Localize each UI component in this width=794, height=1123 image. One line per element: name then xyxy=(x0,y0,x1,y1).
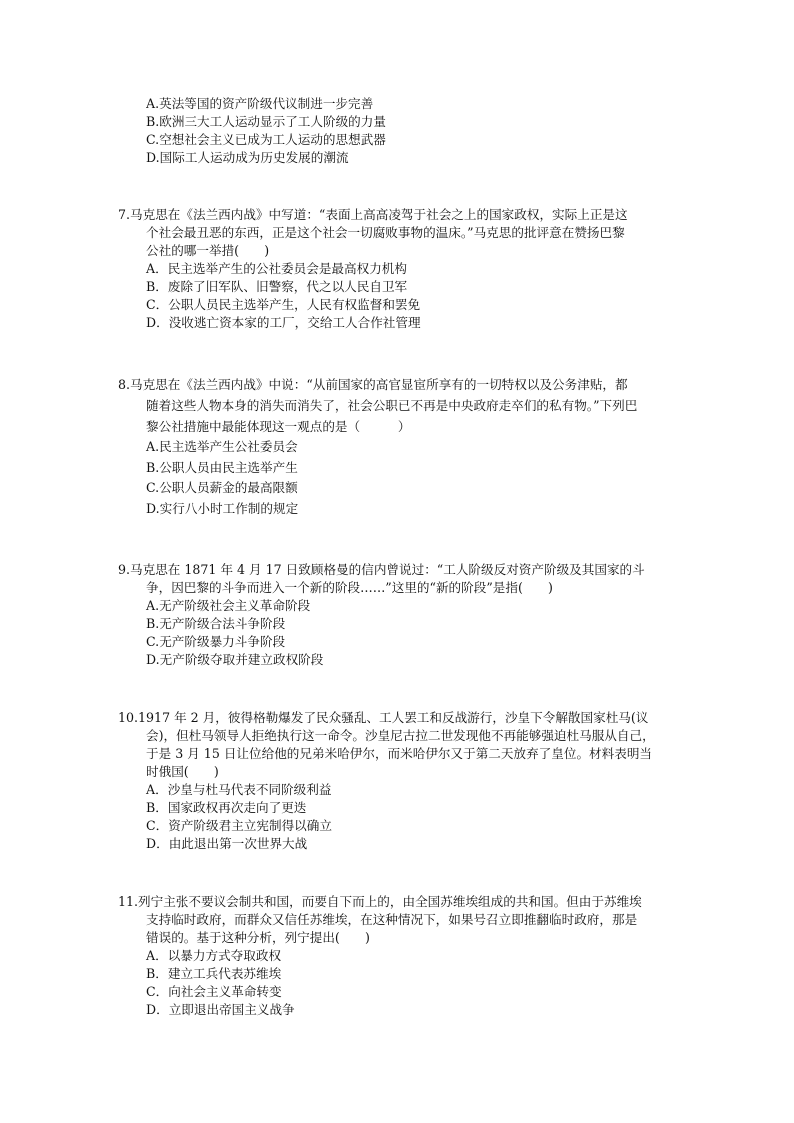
q11-option-a: A．以暴力方式夺取政权 xyxy=(146,948,282,963)
q7-stem-line-2: 个社会最丑恶的东西，正是这个社会一切腐败事物的温床。”马克思的批评意在赞扬巴黎 xyxy=(146,225,625,240)
q7-stem-line-1: 7.马克思在《法兰西内战》中写道：“表面上高高凌驾于社会之上的国家政权，实际上正是这 xyxy=(118,207,628,222)
q10-option-c: C．资产阶级君主立宪制得以确立 xyxy=(146,818,332,833)
question-11 xyxy=(118,893,698,1019)
q7-option-d: D．没收逃亡资本家的工厂，交给工人合作社管理 xyxy=(146,315,421,330)
q6-option-a: A.英法等国的资产阶级代议制进一步完善 xyxy=(146,96,374,111)
q10-stem-line-4: 时俄国( ) xyxy=(146,764,219,779)
q9-stem-line-2: 争，因巴黎的斗争而进入一个新的阶段……”这里的“新的阶段”是指( ) xyxy=(146,580,553,595)
q8-option-d: D.实行八小时工作制的规定 xyxy=(146,500,299,516)
question-7 xyxy=(118,206,698,332)
q11-stem-line-2: 支持临时政府，而群众又信任苏维埃，在这种情况下，如果号召立即推翻临时政府，那是 xyxy=(146,912,638,927)
q10-stem-line-2: 会)，但杜马领导人拒绝执行这一命令。沙皇尼古拉二世发现他不再能够强迫杜马服从自己， xyxy=(146,728,655,743)
q11-stem-line-1: 11.列宁主张不要议会制共和国，而要自下而上的，由全国苏维埃组成的共和国。但由于苏维埃 xyxy=(118,894,642,909)
q9-option-a: A.无产阶级社会主义革命阶段 xyxy=(146,598,311,613)
q11-option-b: B．建立工兵代表苏维埃 xyxy=(146,966,282,981)
q8-stem-line-2: 随着这些人物本身的消失而消失了，社会公职已不再是中央政府走卒们的私有物。”下列巴 xyxy=(146,398,638,413)
q8-option-b: B.公职人员由民主选举产生 xyxy=(146,459,298,475)
q10-option-b: B．国家政权再次走向了更迭 xyxy=(146,800,307,815)
q9-option-c: C.无产阶级暴力斗争阶段 xyxy=(146,634,286,649)
q7-option-a: A．民主选举产生的公社委员会是最高权力机构 xyxy=(146,261,407,276)
q10-stem-line-3: 于是 3 月 15 日让位给他的兄弟米哈伊尔，而米哈伊尔又于第二天放弃了皇位。材料表明当 xyxy=(146,746,653,761)
question-10 xyxy=(118,709,698,853)
q11-option-c: C．向社会主义革命转变 xyxy=(146,984,282,999)
q11-option-d: D．立即退出帝国主义战争 xyxy=(146,1002,295,1017)
q10-stem-line-1: 10.1917 年 2 月，彼得格勒爆发了民众骚乱、工人罢工和反战游行，沙皇下令解散国家杜马(议 xyxy=(118,710,649,725)
q10-option-a: A．沙皇与杜马代表不同阶级利益 xyxy=(146,782,332,797)
q8-stem-line-1: 8.马克思在《法兰西内战》中说：“从前国家的高官显宦所享有的一切特权以及公务津贴，都 xyxy=(118,377,628,392)
question-6 xyxy=(146,95,706,167)
q7-option-c: C．公职人员民主选举产生，人民有权监督和罢免 xyxy=(146,297,421,312)
q8-stem-line-3: 黎公社措施中最能体现这一观点的是（ ） xyxy=(146,419,411,434)
question-9 xyxy=(118,561,698,669)
question-8 xyxy=(118,374,698,519)
q9-option-d: D.无产阶级夺取并建立政权阶段 xyxy=(146,652,324,667)
q9-stem-line-1: 9.马克思在 1871 年 4 月 17 日致顾格曼的信内曾说过：“工人阶级反对资产阶级及其国家的斗 xyxy=(118,562,645,577)
q7-option-b: B．废除了旧军队、旧警察，代之以人民自卫军 xyxy=(146,279,408,294)
q6-option-b: B.欧洲三大工人运动显示了工人阶级的力量 xyxy=(146,114,386,129)
q8-option-c: C.公职人员薪金的最高限额 xyxy=(146,480,298,495)
q8-option-a: A.民主选举产生公社委员会 xyxy=(146,439,298,454)
q11-stem-line-3: 错误的。基于这种分析，列宁提出( ) xyxy=(146,930,370,945)
q9-option-b: B.无产阶级合法斗争阶段 xyxy=(146,616,286,631)
q10-option-d: D．由此退出第一次世界大战 xyxy=(146,836,308,851)
q6-option-c: C.空想社会主义已成为工人运动的思想武器 xyxy=(146,132,386,147)
q7-stem-line-3: 公社的哪一举措( ) xyxy=(146,243,270,258)
q6-option-d: D.国际工人运动成为历史发展的潮流 xyxy=(146,150,349,165)
